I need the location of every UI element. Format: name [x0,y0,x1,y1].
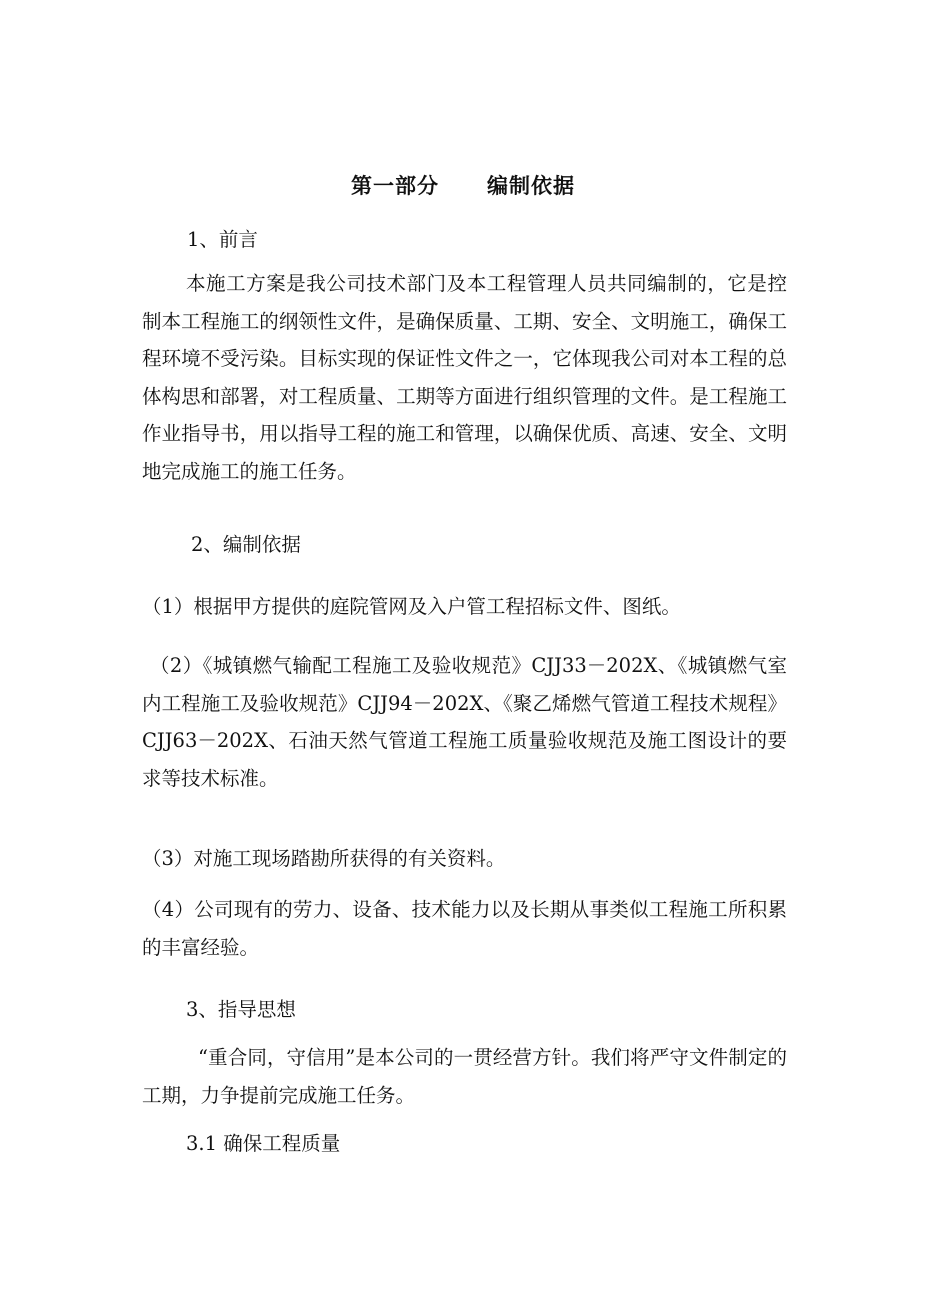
section-3-body: “重合同，守信用”是本公司的一贯经营方针。我们将严守文件制定的工期，力争提前完成施工任务。 [142,1046,787,1107]
section-3-heading: 3、指导思想 [186,998,296,1021]
basis-item-1: （1）根据甲方提供的庭院管网及入户管工程招标文件、图纸。 [142,595,681,618]
title-part: 第一部分 [351,173,439,198]
section-1-heading: 1、前言 [187,228,258,251]
section-2-heading: 2、编制依据 [191,533,301,556]
section-1-body: 本施工方案是我公司技术部门及本工程管理人员共同编制的，它是控制本工程施工的纲领性文件，是确保质量、工期、安全、文明施工，确保工程环境不受污染。目标实现的保证性文件之一，它体现我公司对本工程的总体构思和部署，对工程质量、工期等方面进行组织管理的文件。是工程施工作业指导书，用以指导工程的施工和管理，以确保优质、高速、安全、文明地完成施工的施工任务。 [142,272,787,483]
basis-item-3: （3）对施工现场踏勘所获得的有关资料。 [142,847,506,870]
page-title [0,172,926,200]
basis-item-4: （4）公司现有的劳力、设备、技术能力以及长期从事类似工程施工所积累的丰富经验。 [142,898,787,959]
title-name: 编制依据 [487,173,575,198]
basis-item-2: （2）《城镇燃气输配工程施工及验收规范》CJJ33－202X、《城镇燃气室内工程施工及验收规范》CJJ94－202X、《聚乙烯燃气管道工程技术规程》CJJ63－202X、石油天然气管道工程施工质量验收规范及施工图设计的要求等技术标准。 [142,654,787,790]
section-3-1-heading: 3.1 确保工程质量 [186,1132,341,1155]
